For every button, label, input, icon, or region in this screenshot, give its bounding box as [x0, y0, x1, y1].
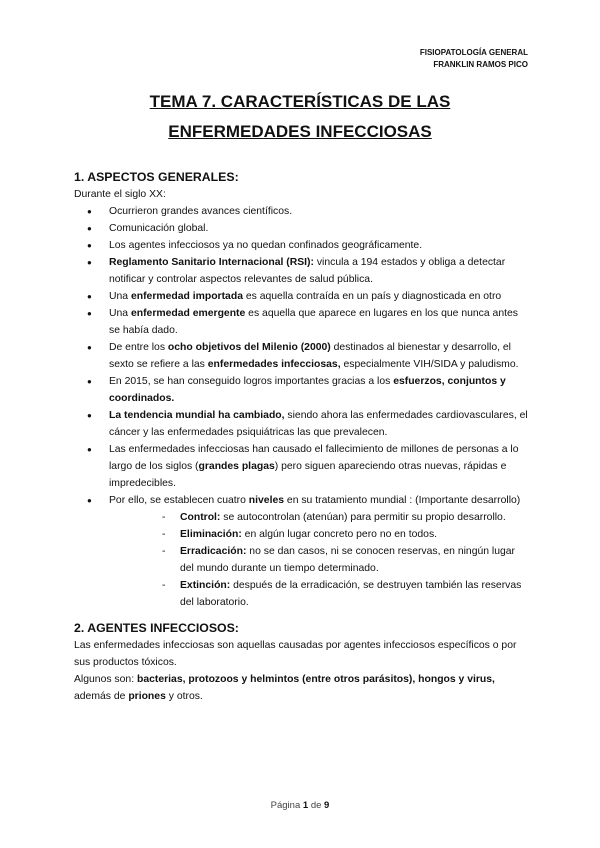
level-item: - Extinción: después de la erradicación, se destruyen también las reservas del laboratorio.: [109, 577, 530, 611]
list-item: ● Una enfermedad emergente es aquella que aparece en lugares en los que nunca antes se había dado.: [74, 305, 530, 339]
list-item: ● Los agentes infecciosos ya no quedan confinados geográficamente.: [74, 237, 530, 254]
list-item: ● En 2015, se han conseguido logros importantes gracias a los esfuerzos, conjuntos y coordinados.: [74, 373, 530, 407]
list-item: ● De entre los ocho objetivos del Milenio (2000) destinados al bienestar y desarrollo, el sexto se refiere a las enfermedades infecciosas, especialmente VIH/SIDA y paludismo.: [74, 339, 530, 373]
title-line-2: ENFERMEDADES INFECCIOSAS: [168, 122, 432, 141]
level-item: - Erradicación: no se dan casos, ni se conocen reservas, en ningún lugar del mundo durante un tiempo determinado.: [109, 543, 530, 577]
list-item: ● Las enfermedades infecciosas han causado el fallecimiento de millones de personas a lo largo de los siglos (grandes plagas) pero siguen apareciendo otras nuevas, rápidas e impredecibles.: [74, 441, 530, 492]
section1-heading: 1. ASPECTOS GENERALES:: [74, 170, 239, 184]
section2-heading: 2. AGENTES INFECCIOSOS:: [74, 621, 239, 635]
section2: [74, 619, 530, 705]
list-item: ● Por ello, se establecen cuatro niveles en su tratamiento mundial : (Importante desarrollo) - Control: se autocontrolan (atenúan) para permitir su propio desarrollo. - Eliminación: en algún lugar concreto pero no en todos. - Erradicación: no se dan casos, ni se conocen reservas, en ningún lugar del mundo durante un tiempo determinado. - Extinción: después de la erradicación, se destruyen también las reservas del laboratorio.: [74, 492, 530, 611]
level-item: - Eliminación: en algún lugar concreto pero no en todos.: [109, 526, 530, 543]
title-line-1: TEMA 7. CARACTERÍSTICAS DE LAS: [149, 92, 451, 111]
footer-label: Página: [270, 800, 303, 811]
header-course: FISIOPATOLOGÍA GENERAL: [419, 48, 528, 57]
section1-intro: Durante el siglo XX:: [74, 189, 166, 200]
list-item: ● Una enfermedad importada es aquella contraída en un país y diagnosticada en otro: [74, 288, 530, 305]
section2-paragraph-1: Las enfermedades infecciosas son aquellas causadas por agentes infecciosos específicos o por sus productos tóxicos.: [74, 640, 517, 668]
header-author: FRANKLIN RAMOS PICO: [433, 60, 528, 69]
section1-bullet-list: [74, 203, 530, 611]
section2-paragraph-2: Algunos son: bacterias, protozoos y helmintos (entre otros parásitos), hongos y virus, además de priones y otros.: [74, 674, 495, 702]
list-item: ● Comunicación global.: [74, 220, 530, 237]
footer-page-number: 1: [302, 800, 309, 811]
list-item: ● Reglamento Sanitario Internacional (RSI): vincula a 194 estados y obliga a detectar notificar y controlar aspectos relevantes de salud pública.: [74, 254, 530, 288]
document-title: [0, 87, 600, 147]
page-footer: [0, 797, 600, 814]
list-item: ● La tendencia mundial ha cambiado, siendo ahora las enfermedades cardiovasculares, el cáncer y las enfermedades psiquiátricas las que prevalecen.: [74, 407, 530, 441]
footer-of: de: [308, 800, 325, 811]
level-item: - Control: se autocontrolan (atenúan) para permitir su propio desarrollo.: [109, 509, 530, 526]
levels-list: [109, 509, 530, 611]
list-item: ● Ocurrieron grandes avances científicos.: [74, 203, 530, 220]
document-body: [74, 168, 530, 705]
footer-total-pages: 9: [324, 800, 330, 811]
page-header: [420, 47, 528, 71]
